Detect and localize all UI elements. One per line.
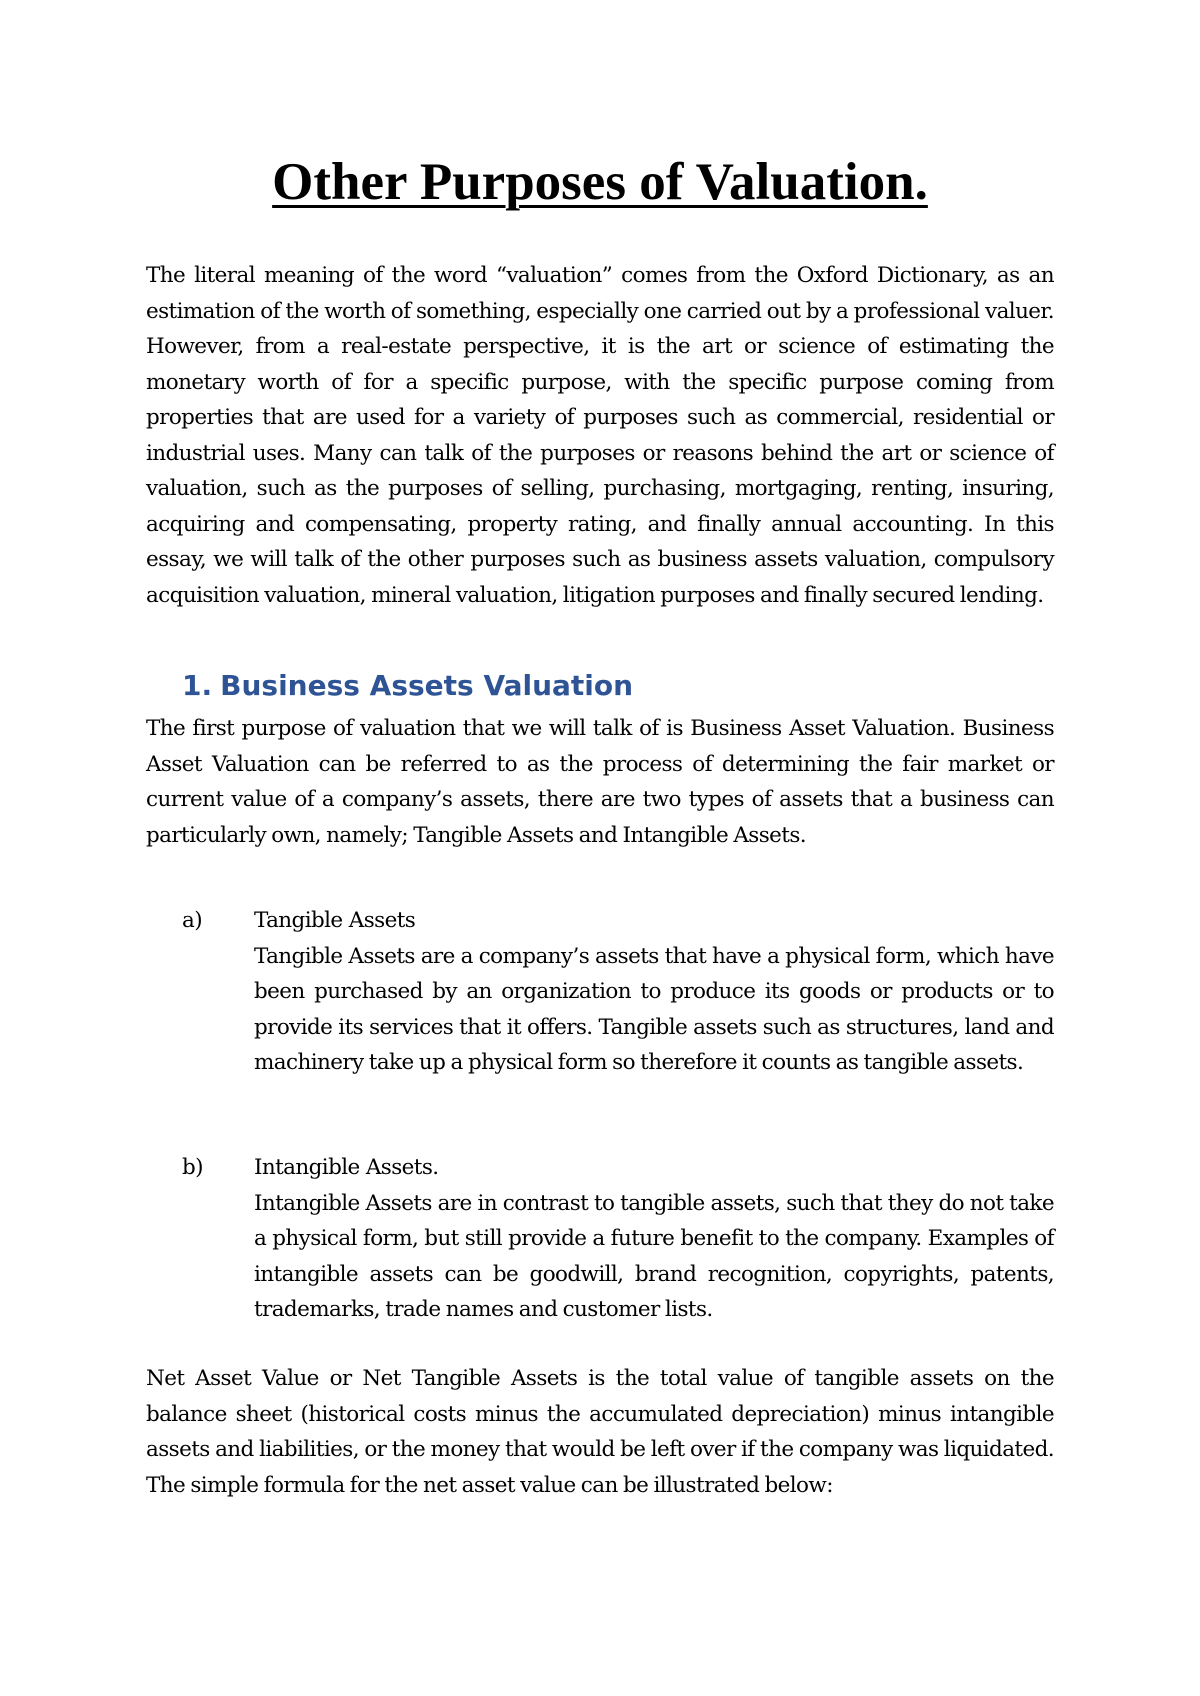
section-number: 1.: [182, 669, 213, 702]
closing-paragraph: Net Asset Value or Net Tangible Assets is the total value of tangible assets on the balance sheet (historical costs minus the accumulated depreciation) minus intangible assets and liabilities, or the money that would be left over if the company was liquidated. The simple formula for the net asset value can be illustrated below:: [146, 1366, 1054, 1498]
list-item-body: [254, 1150, 1054, 1328]
page-title: Other Purposes of Valuation.: [272, 153, 928, 211]
list-item-text: Tangible Assets are a company’s assets that have a physical form, which have been purchased by an organization to produce its goods or products or to provide its services that it offers. Tangible assets such as structures, land and machinery take up a physical form so therefore it counts as tangible assets.: [254, 943, 1054, 1075]
list-marker: a): [182, 908, 203, 933]
section-heading: [182, 666, 633, 706]
list-item-label: Tangible Assets: [254, 908, 416, 933]
section-paragraph: The first purpose of valuation that we will talk of is Business Asset Valuation. Business Asset Valuation can be referred to as the process of determining the fair market or current value of a company’s assets, there are two types of assets that a business can particularly own, namely; Tangible Assets and Intangible Assets.: [146, 716, 1054, 848]
list-marker: b): [182, 1155, 203, 1180]
list-item-body: [254, 903, 1054, 1081]
list-item-label: Intangible Assets.: [254, 1155, 439, 1180]
section-heading-text: Business Assets Valuation: [220, 669, 634, 702]
intro-paragraph: The literal meaning of the word “valuation” comes from the Oxford Dictionary, as an estimation of the worth of something, especially one carried out by a professional valuer. However, from a real-estate perspective, it is the art or science of estimating the monetary worth of for a specific purpose, with the specific purpose coming from properties that are used for a variety of purposes such as commercial, residential or industrial uses. Many can talk of the purposes or reasons behind the art or science of valuation, such as the purposes of selling, purchasing, mortgaging, renting, insuring, acquiring and compensating, property rating, and finally annual accounting. In this essay, we will talk of the other purposes such as business assets valuation, compulsory acquisition valuation, mineral valuation, litigation purposes and finally secured lending.: [146, 263, 1054, 608]
list-item-text: Intangible Assets are in contrast to tangible assets, such that they do not take a physical form, but still provide a future benefit to the company. Examples of intangible assets can be goodwill, brand recognition, copyrights, patents, trademarks, trade names and customer lists.: [254, 1190, 1054, 1322]
